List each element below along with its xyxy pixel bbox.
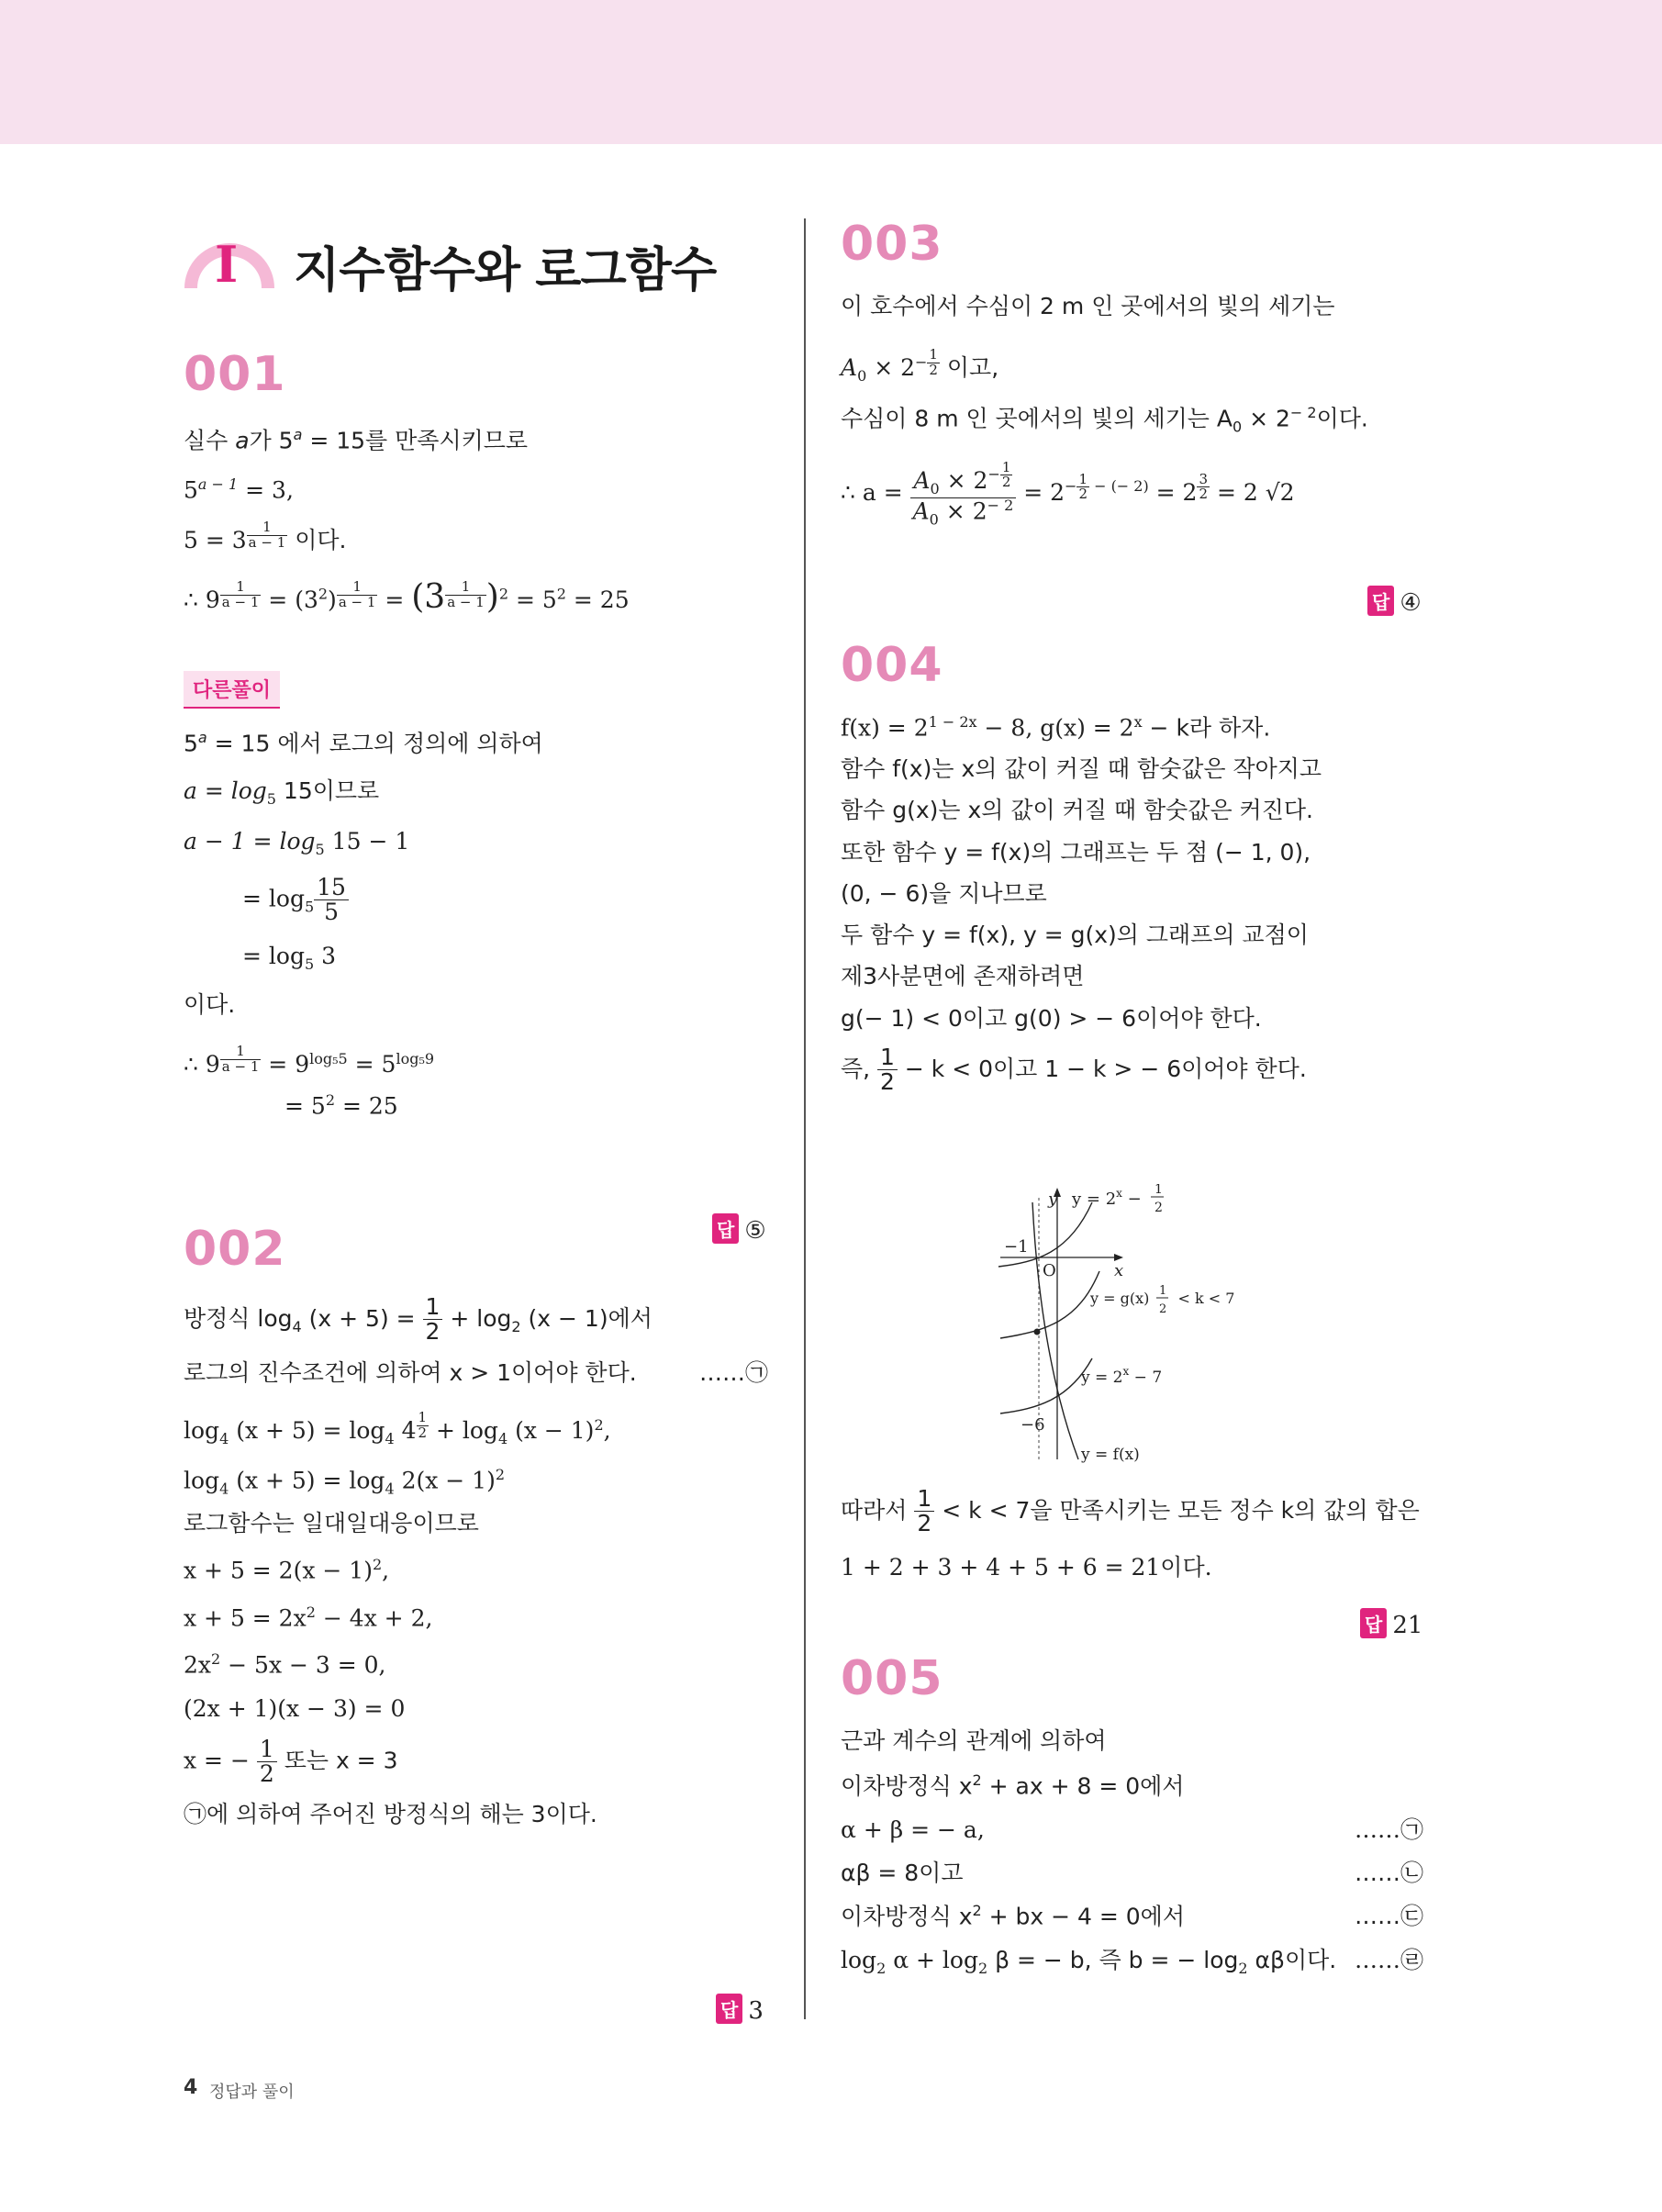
- footer-title: 정답과 풀이: [209, 2083, 295, 2102]
- answer-label: 답: [716, 1994, 742, 2024]
- math-line: α + β = − a, ……㉠: [841, 1815, 1424, 1843]
- math-line: $f(x) = 2^{1 - 2x} - 8$, $g(x) = 2^x - k$라 하자.: [841, 712, 1271, 741]
- answer-001: [712, 1213, 766, 1245]
- math-line: $\log_4 (x + 5) = \log_4 4$ $^{\frac{1}{2}}$ + $\log_4 (x - 1)^2$,: [184, 1409, 611, 1448]
- answer-value: ⑤: [744, 1217, 766, 1245]
- right-column: [841, 217, 1428, 1096]
- condition-marker: ……㉢: [1355, 1903, 1424, 1930]
- problem-number: 002: [184, 1221, 286, 1277]
- text-line: 이다.: [184, 990, 236, 1018]
- math-line: 5 = 3 $^{\frac{1}{a - 1}}$ 이다.: [184, 519, 347, 554]
- math-line: x = − $\frac{1}{2}$ 또는 x = 3: [184, 1736, 398, 1788]
- column-divider: [804, 218, 806, 2019]
- math-line: $5^{a - 1} = 3$,: [184, 475, 294, 503]
- answer-label: 답: [1360, 1608, 1387, 1638]
- text-line: 또한 함수 y = f(x)의 그래프는 두 점 (− 1, 0),: [841, 838, 1311, 866]
- math-line: = $\log_5$ $\frac{15}{5}$: [184, 876, 771, 925]
- problem-002: [184, 1221, 771, 1828]
- problem-003: [841, 217, 1428, 528]
- graph-label-g: y = g(x) < k < 7: [1090, 1290, 1235, 1307]
- text-line: 방정식 $\log_4 (x + 5)$ = $\frac{1}{2}$ + $\log_2 (x - 1)$에서: [184, 1292, 653, 1345]
- chapter-title: 지수함수와 로그함수: [294, 243, 717, 298]
- right-column-continued: [841, 1487, 1428, 1978]
- function-graph: [982, 1184, 1285, 1478]
- graph-label-g-frac-den: 2: [1159, 1302, 1167, 1316]
- text-line: (0, − 6)을 지나므로: [841, 879, 1047, 907]
- answer-value: 3: [748, 1997, 764, 2025]
- math-line: $x + 5 = 2x^2 - 4x + 2$,: [184, 1603, 433, 1632]
- text-line: 로그함수는 일대일대응이므로: [184, 1509, 479, 1536]
- math-line: $A_0 \times 2^{- \frac{1}{2}}$ 이고,: [841, 346, 999, 385]
- graph-label-top-frac-den: 2: [1154, 1201, 1163, 1215]
- chapter-heading: [184, 211, 771, 312]
- math-line: ∴ 9 $^{\frac{1}{a - 1}}$ = $(3^2)$ $^{\frac{1}{a - 1}}$ = (3 $^{\frac{1}{a - 1}}$ )$^2 = 5^2 = 25$: [184, 578, 630, 617]
- answer-002: [716, 1994, 764, 2025]
- text-line: 이차방정식 $x^2$ + bx − 4 = 0에서 ……㉢: [841, 1902, 1424, 1930]
- condition-marker: ……㉠: [699, 1359, 769, 1387]
- problem-004: [841, 637, 1428, 1096]
- graph-label-top-frac-num: 1: [1154, 1184, 1163, 1197]
- math-line: $2x^2 - 5x - 3 = 0$,: [184, 1650, 386, 1679]
- curve-g-low: [1000, 1358, 1092, 1413]
- math-line: ∴ a = $A_0 \times 2^{- \frac{1}{2}}$ $A_0 \times 2^{- 2}$ = $2^{- \frac{1}{2} - (- 2)} = 2$ $^{\frac{3}{2}}$ = 2 √2: [841, 458, 1295, 528]
- graph-minus6-label: −6: [1021, 1415, 1045, 1435]
- text-line: 이차방정식 $x^2$ + ax + 8 = 0에서: [841, 1771, 1185, 1800]
- text-line: 두 함수 y = f(x), y = g(x)의 그래프의 교점이: [841, 922, 1309, 949]
- graph-x-label: x: [1114, 1261, 1124, 1280]
- graph-y-label: y: [1048, 1190, 1058, 1209]
- problem-number: 005: [841, 1650, 943, 1706]
- math-line: = $\log_5 3$: [242, 942, 336, 973]
- graph-label-top: $y = 2^x$ −: [1072, 1187, 1142, 1209]
- text-line: 따라서 $\frac{1}{2}$ < k < 7을 만족시키는 모든 정수 k의 값의 합은: [841, 1485, 1420, 1537]
- math-line: 1 + 2 + 3 + 4 + 5 + 6 = 21이다.: [841, 1553, 1212, 1581]
- problem-number: 004: [841, 637, 943, 693]
- answer-label: 답: [712, 1213, 739, 1244]
- left-column: [184, 211, 771, 1828]
- text-line: ㉠에 의하여 주어진 방정식의 해는 3이다.: [184, 1800, 597, 1827]
- problem-number: 001: [184, 347, 286, 402]
- graph-label-g-frac-num: 1: [1159, 1284, 1167, 1298]
- answer-label: 답: [1367, 586, 1394, 616]
- text-line: 함수 f(x)는 x의 값이 커질 때 함숫값은 작아지고: [841, 755, 1322, 783]
- problem-number: 003: [841, 217, 943, 272]
- math-line: ∴ 9 $^{\frac{1}{a - 1}}$ = $9^{log_55} = 5^{log_59}$: [184, 1042, 435, 1078]
- answer-004: [1360, 1608, 1422, 1639]
- graph-label-f: y = f(x): [1081, 1446, 1140, 1464]
- math-line: $\log_4 (x + 5) = \log_4 2(x - 1)^2$: [184, 1465, 506, 1497]
- text-line: g(− 1) < 0이고 g(0) > − 6이어야 한다.: [841, 1004, 1262, 1032]
- math-line: = $5^2 = 25$: [284, 1091, 398, 1120]
- intersection-point: [1034, 1329, 1041, 1335]
- condition-marker: ……㉠: [1355, 1815, 1424, 1843]
- answer-value: ④: [1400, 589, 1422, 617]
- text-line: 실수 a가 $5^a = 15$를 만족시키므로: [184, 426, 529, 454]
- answer-003: [1367, 586, 1422, 617]
- math-line: $a = \log_5 15$이므로: [184, 777, 380, 809]
- page-number: 4: [184, 2076, 198, 2099]
- math-line: $a - 1 = \log_5 15 - 1$: [184, 828, 410, 859]
- curve-g-mid: [1000, 1271, 1099, 1338]
- math-line: $\log_2 \alpha + \log_2 \beta$ = − b, 즉 b = − $\log_2 \alpha\beta$이다. ……㉣: [841, 1946, 1424, 1977]
- text-line: 함수 g(x)는 x의 값이 커질 때 함숫값은 커진다.: [841, 797, 1313, 824]
- chapter-numeral: I: [215, 235, 239, 294]
- problem-001: [184, 347, 771, 1121]
- text-line: 로그의 진수조건에 의하여 x > 1이어야 한다. ……㉠: [184, 1359, 769, 1387]
- text-line: 제3사분면에 존재하려면: [841, 963, 1085, 990]
- text-line: 근과 계수의 관계에 의하여: [841, 1726, 1107, 1754]
- graph-minus1-label: −1: [1004, 1237, 1029, 1257]
- condition-marker: ……㉣: [1355, 1946, 1424, 1973]
- alt-solution-label: 다른풀이: [184, 671, 771, 709]
- problem-005: [841, 1650, 1428, 1978]
- math-line: (2x + 1)(x − 3) = 0: [184, 1694, 406, 1722]
- math-line: $x + 5 = 2(x - 1)^2$,: [184, 1556, 390, 1584]
- answer-value: 21: [1392, 1612, 1423, 1639]
- graph-label-mid: $y = 2^x - 7$: [1081, 1365, 1163, 1387]
- graph-origin-label: O: [1043, 1261, 1056, 1280]
- text-line: $5^a = 15$ 에서 로그의 정의에 의하여: [184, 729, 543, 757]
- text-line: αβ = 8이고 ……㉡: [841, 1859, 1424, 1886]
- condition-marker: ……㉡: [1355, 1859, 1424, 1886]
- header-band: [0, 0, 1662, 144]
- text-line: 이 호수에서 수심이 2 m 인 곳에서의 빛의 세기는: [841, 293, 1335, 319]
- text-line: 즉, $\frac{1}{2}$ − k < 0이고 1 − k > − 6이어야 한다.: [841, 1043, 1307, 1096]
- text-line: 수심이 8 m 인 곳에서의 빛의 세기는 $A_0 \times 2^{- 2}$이다.: [841, 404, 1368, 436]
- x-axis-arrow: [1114, 1254, 1123, 1261]
